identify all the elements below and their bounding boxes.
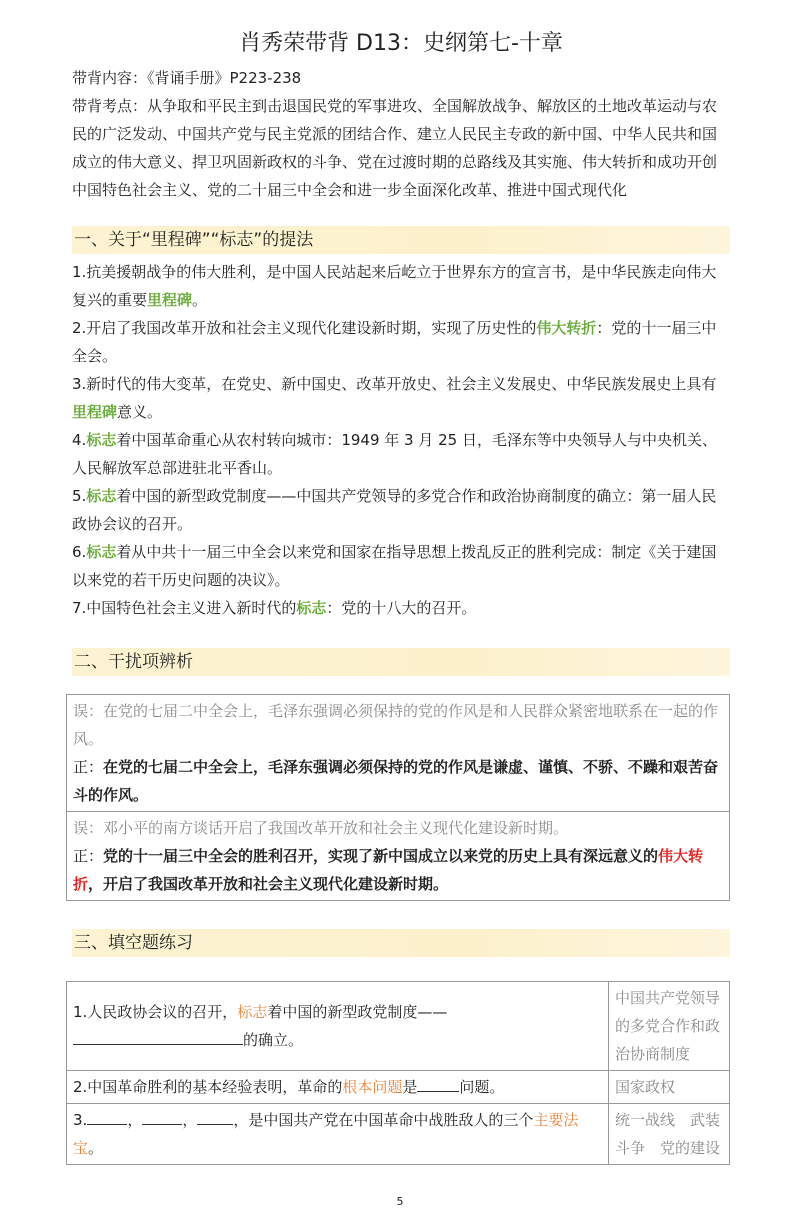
table-row	[67, 1104, 730, 1165]
item-text: 1.抗美援朝战争的伟大胜利，是中国人民站起来后屹立于世界东方的宣言书，是中华民族走向伟大复兴的重要	[72, 263, 717, 309]
keyword: 标志	[296, 599, 327, 617]
item-text: 7.中国特色社会主义进入新时代的	[72, 599, 297, 617]
table-row	[67, 1071, 730, 1104]
item-text: 意义。	[117, 403, 163, 421]
distractor-table	[66, 694, 730, 901]
section1-items	[72, 258, 730, 622]
content-line: 带背内容：《背诵手册》P223-238	[72, 69, 302, 87]
page-title: 肖秀荣带背 D13：史纲第七-十章	[239, 31, 563, 56]
blank[interactable]	[197, 1110, 233, 1125]
table-row	[67, 695, 730, 812]
keyword: 里程碑	[147, 291, 193, 309]
blank[interactable]	[87, 1110, 127, 1125]
item-text: 3.新时代的伟大变革，在党史、新中国史、改革开放史、社会主义发展史、中华民族发展史上具有	[72, 375, 717, 393]
right-text: 在党的七届二中全会上，毛泽东强调必须保持的党的作风是谦虚、谨慎、不骄、不躁和艰苦奋斗的作风。	[73, 758, 719, 804]
table-row	[67, 812, 730, 901]
item-text: 5.	[72, 487, 87, 505]
item-text: 着从中共十一届三中全会以来党和国家在指导思想上拨乱反正的胜利完成：制定《关于建国以来党的若干历史问题的决议》。	[72, 543, 717, 589]
keyword: 根本问题	[342, 1078, 403, 1096]
content	[72, 0, 730, 1165]
keyword: 里程碑	[72, 403, 118, 421]
section1-heading: 一、关于“里程碑”“标志”的提法	[72, 226, 730, 254]
keyword: 伟大转折	[73, 847, 704, 893]
separator: ，	[182, 1111, 198, 1129]
list-item	[72, 594, 730, 622]
question-text: 2.中国革命胜利的基本经验表明，革命的	[73, 1078, 343, 1096]
right-label: 正：	[73, 758, 104, 776]
separator: ，	[127, 1111, 143, 1129]
question-text: 着中国的新型政党制度——	[267, 1003, 448, 1021]
keyword: 标志	[237, 1003, 268, 1021]
keyword: 伟大转折	[536, 319, 597, 337]
keyword: 标志	[86, 431, 117, 449]
blank[interactable]	[417, 1077, 459, 1092]
item-text: 。	[192, 291, 208, 309]
item-text: ：党的十八大的召开。	[326, 599, 477, 617]
fill-blank-table	[66, 981, 730, 1165]
page-number: 5	[396, 1195, 404, 1208]
answer-cell: 统一战线 武装斗争 党的建设	[609, 1104, 730, 1165]
question-text: 的确立。	[243, 1031, 304, 1049]
list-item	[72, 258, 730, 314]
right-text: ，开启了我国改革开放和社会主义现代化建设新时期。	[88, 875, 449, 893]
right-label: 正：	[73, 847, 104, 865]
table-row	[67, 982, 730, 1071]
blank[interactable]	[73, 1030, 243, 1045]
keyword: 标志	[86, 487, 117, 505]
separator: ，	[233, 1111, 249, 1129]
question-cell	[67, 982, 609, 1071]
list-item	[72, 426, 730, 482]
item-text: 4.	[72, 431, 87, 449]
question-text: 。	[88, 1139, 104, 1157]
keyword: 主要法宝	[73, 1111, 579, 1157]
section2-heading: 二、干扰项辨析	[72, 648, 730, 676]
question-text: 3.	[73, 1111, 88, 1129]
section3-heading: 三、填空题练习	[72, 929, 730, 957]
right-text: 党的十一届三中全会的胜利召开，实现了新中国成立以来党的历史上具有深远意义的	[103, 847, 659, 865]
question-text: 是中国共产党在中国革命中战胜敌人的三个	[248, 1111, 534, 1129]
list-item	[72, 538, 730, 594]
list-item	[72, 482, 730, 538]
wrong-statement: 误：邓小平的南方谈话开启了我国改革开放和社会主义现代化建设新时期。	[73, 819, 569, 837]
item-text: ：党的十一届三中全会。	[72, 319, 717, 365]
wrong-statement: 误：在党的七届二中全会上，毛泽东强调必须保持的党的作风是和人民群众紧密地联系在一起的作风。	[73, 702, 719, 748]
answer-cell: 国家政权	[609, 1071, 730, 1104]
right-statement	[73, 842, 723, 898]
list-item	[72, 314, 730, 370]
list-item	[72, 370, 730, 426]
question-text: 是	[402, 1078, 418, 1096]
item-text: 6.	[72, 543, 87, 561]
question-text: 1.人民政协会议的召开，	[73, 1003, 238, 1021]
item-text: 2.开启了我国改革开放和社会主义现代化建设新时期，实现了历史性的	[72, 319, 537, 337]
blank[interactable]	[142, 1110, 182, 1125]
keyword: 标志	[86, 543, 117, 561]
question-text: 问题。	[459, 1078, 505, 1096]
answer-cell: 中国共产党领导的多党合作和政治协商制度	[609, 982, 730, 1071]
item-text: 着中国革命重心从农村转向城市：1949 年 3 月 25 日，毛泽东等中央领导人与中央机关、人民解放军总部进驻北平香山。	[72, 431, 717, 477]
question-cell	[67, 1104, 609, 1165]
item-text: 着中国的新型政党制度——中国共产党领导的多党合作和政治协商制度的确立：第一届人民政协会议的召开。	[72, 487, 717, 533]
points-line: 带背考点：从争取和平民主到击退国民党的军事进攻、全国解放战争、解放区的土地改革运动与农民的广泛发动、中国共产党与民主党派的团结合作、建立人民民主专政的新中国、中华人民共和国成立的伟大意义、捍卫巩固新政权的斗争、党在过渡时期的总路线及其实施、伟大转折和成功开创中国特色社会主义、党的二十届三中全会和进一步全面深化改革、推进中国式现代化	[72, 97, 718, 199]
question-cell	[67, 1071, 609, 1104]
right-statement	[73, 753, 723, 809]
